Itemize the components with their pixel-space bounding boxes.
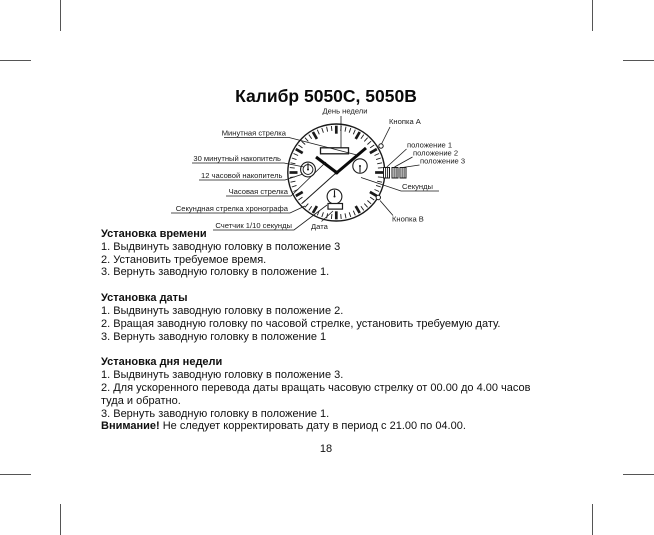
instruction-line: 3. Вернуть заводную головку в положение 1. <box>101 266 330 279</box>
label-30min-counter: 30 минутный накопитель <box>193 154 281 163</box>
instruction-line: 2. Вращая заводную головку по часовой стрелке, установить требуемую дату. <box>101 317 501 330</box>
section-title: Установка даты <box>101 292 188 305</box>
instruction-line: 2. Для ускоренного перевода даты вращать часовую стрелку от 00.00 до 4.00 часов <box>101 381 531 394</box>
instruction-line: 3. Вернуть заводную головку в положение 1 <box>101 330 327 343</box>
label-position-2: положение 2 <box>413 148 459 158</box>
attention-label: Внимание! <box>101 420 160 433</box>
instruction-line: туда и обратно. <box>101 394 181 407</box>
label-position-3: положение 3 <box>420 156 466 166</box>
section-title: Установка дня недели <box>101 356 223 369</box>
instruction-line: 1. Выдвинуть заводную головку в положение 3. <box>101 369 344 382</box>
label-12h-counter: 12 часовой накопитель <box>200 171 283 180</box>
label-minute-hand: Минутная стрелка <box>221 128 286 138</box>
label-chrono-second-hand: Секундная стрелка хронографа <box>175 204 288 213</box>
subdial-tenth-seconds <box>327 189 342 204</box>
button-b-marker <box>376 195 380 199</box>
label-day-of-week: День недели <box>322 106 368 116</box>
crown-position-2 <box>392 168 398 179</box>
instruction-line: 3. Вернуть заводную головку в положение 1. <box>101 407 330 420</box>
section-set-time <box>101 228 571 279</box>
subdial-seconds <box>353 159 367 173</box>
instruction-line: 2. Установить требуемое время. <box>101 253 267 266</box>
label-hour-hand: Часовая стрелка <box>228 187 288 196</box>
crown-position-3 <box>400 168 406 179</box>
page-number: 18 <box>319 443 333 455</box>
label-position-1: положение 1 <box>407 140 453 150</box>
day-window <box>321 148 349 154</box>
attention-text: Не следует корректировать дату в период с 21.00 по 04.00. <box>159 420 466 433</box>
label-tenth-counter: Счетчик 1/10 секунды <box>215 221 292 230</box>
label-seconds: Секунды <box>402 182 433 191</box>
section-set-day <box>101 356 571 433</box>
section-set-date <box>101 292 571 343</box>
attention-note <box>101 420 571 433</box>
section-title: Установка времени <box>101 228 207 240</box>
instruction-line: 1. Выдвинуть заводную головку в положение 2. <box>101 304 344 317</box>
button-a-marker <box>379 144 383 148</box>
date-window <box>328 204 343 210</box>
crown-position-1 <box>384 168 390 179</box>
label-button-a: Кнопка A <box>389 117 421 126</box>
label-button-b: Кнопка B <box>392 214 424 224</box>
instructions <box>101 228 571 446</box>
label-date: Дата <box>311 222 328 231</box>
page-title: Калибр 5050C, 5050B <box>235 86 417 106</box>
instruction-line: 1. Выдвинуть заводную головку в положение 3 <box>101 240 341 253</box>
center-pinion <box>335 171 339 175</box>
